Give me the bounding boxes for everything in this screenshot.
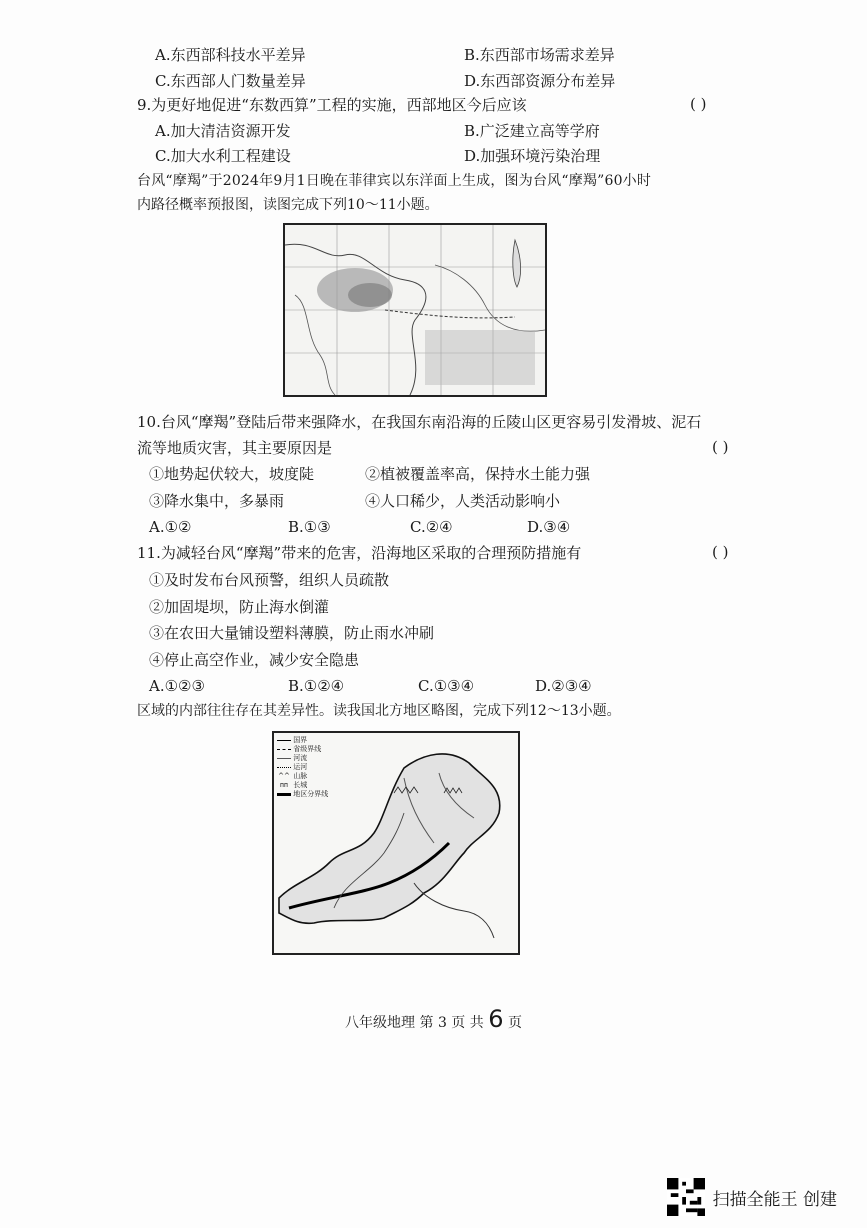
intro-12-13: 区域的内部往往存在其差异性。读我国北方地区略图，完成下列12～13小题。: [137, 703, 621, 719]
legend-item: 河流: [277, 754, 328, 763]
legend-item: ^^ 山脉: [278, 772, 308, 780]
q11-stem: 11.为减轻台风“摩羯”带来的危害，沿海地区采取的合理预防措施有: [137, 544, 582, 562]
q10-choice-c: C.②④: [410, 518, 453, 536]
intro-10-11-line2: 内路径概率预报图，读图完成下列10～11小题。: [137, 197, 439, 213]
q10-choice-d: D.③④: [527, 518, 571, 536]
q9-option-b: B.广泛建立高等学府: [464, 122, 600, 140]
q9-option-c: C.加大水利工程建设: [155, 147, 291, 165]
q10-stem-line2: 流等地质灾害，其主要原因是: [137, 439, 333, 457]
q11-choice-c: C.①③④: [418, 677, 475, 695]
legend-item: 省级界线: [277, 745, 328, 754]
scanner-watermark: [667, 1178, 837, 1216]
q11-option-3: ③在农田大量铺设塑料薄膜，防止雨水冲刷: [149, 624, 435, 642]
q10-choice-b: B.①③: [288, 518, 331, 536]
q9-option-a: A.加大清洁资源开发: [155, 122, 291, 140]
q10-choice-a: A.①②: [149, 518, 192, 536]
legend-item: 运河: [277, 763, 328, 772]
q10-option-2: ②植被覆盖率高，保持水土能力强: [365, 465, 591, 483]
q8-option-d: D.东西部资源分布差异: [464, 72, 616, 90]
page-footer: [0, 1005, 867, 1033]
q10-option-1: ①地势起伏较大，坡度陡: [149, 465, 315, 483]
q11-choice-b: B.①②④: [288, 677, 345, 695]
q10-option-4: ④人口稀少，人类活动影响小: [365, 492, 561, 510]
q11-option-4: ④停止高空作业，减少安全隐患: [149, 651, 360, 669]
north-china-graphic: [274, 733, 518, 953]
footer-suffix: 页: [507, 1015, 522, 1031]
north-china-map: [272, 731, 520, 955]
footer-text: 八年级地理 第 3 页 共: [345, 1015, 484, 1031]
brand-text: 扫描全能王 创建: [712, 1189, 837, 1210]
typhoon-path-map: [283, 223, 547, 397]
legend-item: ᴨᴨ 长城: [280, 781, 308, 789]
q10-answer-paren: ( ): [712, 438, 729, 456]
q11-choice-d: D.②③④: [535, 677, 592, 695]
q11-option-1: ①及时发布台风预警，组织人员疏散: [149, 571, 390, 589]
q10-stem-line1: 10.台风“摩羯”登陆后带来强降水，在我国东南沿海的丘陵山区更容易引发滑坡、泥石: [137, 413, 702, 431]
q8-option-b: B.东西部市场需求差异: [464, 46, 615, 64]
legend-item: 国界: [277, 736, 328, 745]
q9-stem: 9.为更好地促进“东数西算”工程的实施，西部地区今后应该: [137, 96, 527, 114]
q8-option-a: A.东西部科技水平差异: [155, 46, 306, 64]
q11-answer-paren: ( ): [712, 543, 729, 561]
q11-option-2: ②加固堤坝，防止海水倒灌: [149, 598, 330, 616]
q9-answer-paren: ( ): [690, 95, 707, 113]
footer-total-pages: 6: [488, 1005, 504, 1033]
legend-item: 地区分界线: [277, 790, 328, 799]
q9-option-d: D.加强环境污染治理: [464, 147, 601, 165]
q11-choice-a: A.①②③: [149, 677, 205, 695]
qr-code-icon: [667, 1178, 705, 1216]
typhoon-map-graphic: [285, 225, 545, 395]
intro-10-11-line1: 台风“摩羯”于2024年9月1日晚在菲律宾以东洋面上生成，图为台风“摩羯”60小时: [137, 173, 652, 189]
q10-option-3: ③降水集中，多暴雨: [149, 492, 285, 510]
q8-option-c: C.东西部人门数量差异: [155, 72, 306, 90]
